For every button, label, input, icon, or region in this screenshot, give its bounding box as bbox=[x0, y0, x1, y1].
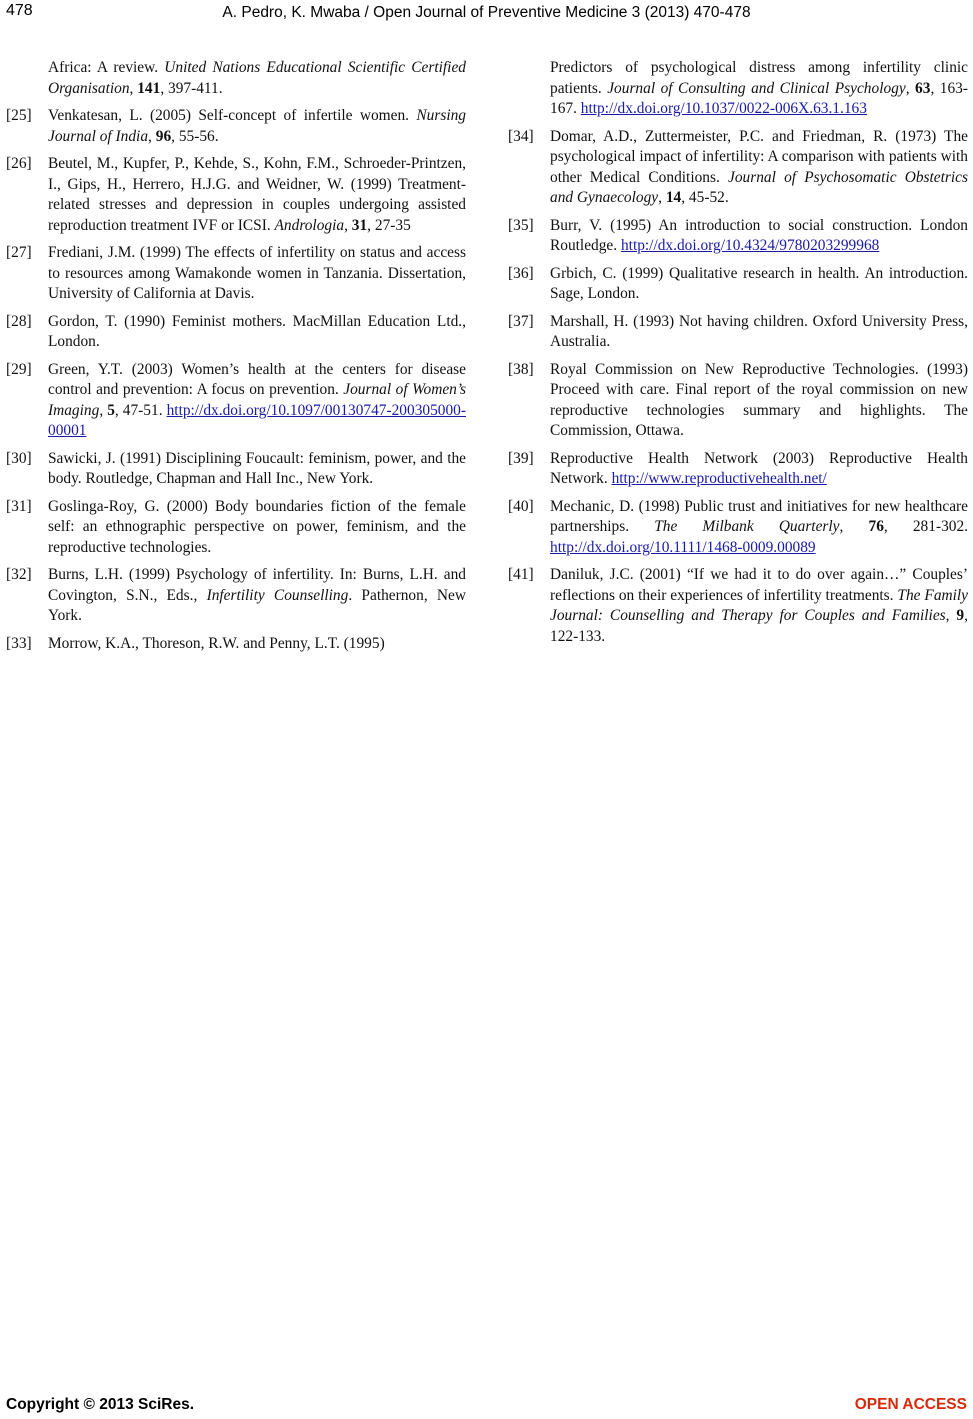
reference-number: [35] bbox=[508, 216, 534, 234]
reference-number: [30] bbox=[6, 449, 32, 467]
reference-number: [40] bbox=[508, 497, 534, 515]
reference-separator: , bbox=[129, 79, 138, 97]
reference-entry bbox=[6, 565, 466, 627]
reference-number: [31] bbox=[6, 497, 32, 515]
reference-text: Grbich, C. (1999) Qualitative research in health. An introduction. Sage, London. bbox=[550, 264, 968, 302]
reference-entry bbox=[508, 497, 968, 559]
reference-separator: , bbox=[905, 79, 916, 97]
reference-text: Frediani, J.M. (1999) The effects of infertility on status and access to resources among Wamakonde women in Tanzania. Dissertation, University of California at Davis. bbox=[48, 244, 466, 302]
reference-text: Morrow, K.A., Thoreson, R.W. and Penny, L.T. (1995) bbox=[48, 634, 385, 652]
reference-separator: , bbox=[658, 189, 666, 206]
reference-number: [33] bbox=[6, 634, 32, 652]
reference-text: Mechanic, D. (1998) Public trust and initiatives for new healthcare partnerships. bbox=[550, 497, 968, 535]
reference-pages: , 27-35 bbox=[367, 216, 411, 234]
reference-entry bbox=[6, 449, 466, 490]
reference-volume: 141 bbox=[137, 79, 161, 97]
references-right-column bbox=[508, 58, 968, 654]
reference-journal: Journal of Women’s Imaging bbox=[48, 381, 466, 419]
reference-entry bbox=[6, 312, 466, 353]
reference-text: Burns, L.H. (1999) Psychology of infertility. In: Burns, L.H. and Covington, S.N., Eds., bbox=[48, 566, 466, 604]
reference-doi-link[interactable]: http://dx.doi.org/10.4324/9780203299968 bbox=[620, 237, 880, 254]
reference-separator: , bbox=[344, 216, 352, 234]
reference-journal: Nursing Journal of India bbox=[48, 107, 466, 145]
reference-entry bbox=[508, 312, 968, 353]
reference-journal: Journal of Psychosomatic Obstetrics and Gynaecology bbox=[550, 168, 969, 206]
reference-pages: , 397-411. bbox=[160, 79, 223, 97]
reference-doi-link[interactable]: http://dx.doi.org/10.1111/1468-0009.00089 bbox=[550, 538, 816, 556]
reference-volume: 14 bbox=[665, 189, 682, 206]
reference-pages: Pathernon, New York. bbox=[48, 586, 466, 624]
reference-entry bbox=[6, 106, 466, 147]
reference-volume: 5 bbox=[107, 401, 115, 419]
references-left-column bbox=[6, 58, 466, 661]
reference-text: Royal Commission on New Reproductive Technologies. (1993) Proceed with care. Final report of the royal commission on new reproductive technologies summary and highlights. The Commission, Ottawa. bbox=[550, 360, 968, 439]
reference-text: Venkatesan, L. (2005) Self-concept of infertile women. bbox=[48, 107, 417, 124]
reference-journal: Andrologia bbox=[274, 216, 345, 234]
reference-entry bbox=[6, 243, 466, 305]
reference-text: Sawicki, J. (1991) Disciplining Foucault: feminism, power, and the body. Routledge, Chapman and Hall Inc., New York. bbox=[48, 449, 466, 487]
reference-pages: , 281-302. bbox=[883, 518, 969, 535]
reference-journal: The Milbank Quarterly bbox=[654, 518, 840, 535]
reference-number: [27] bbox=[6, 244, 32, 261]
reference-number: [38] bbox=[508, 360, 534, 378]
reference-number: [37] bbox=[508, 312, 534, 330]
reference-doi-link[interactable]: http://www.reproductivehealth.net/ bbox=[611, 470, 827, 487]
reference-number: [28] bbox=[6, 312, 32, 330]
reference-text: Goslinga-Roy, G. (2000) Body boundaries fiction of the female self: an ethnographic perspective on power, feminism, and the reproductive technologies. bbox=[48, 497, 466, 556]
reference-doi-link[interactable]: http://dx.doi.org/10.1037/0022-006X.63.1.163 bbox=[580, 100, 867, 117]
reference-text: Marshall, H. (1993) Not having children. Oxford University Press, Australia. bbox=[550, 312, 968, 350]
reference-number: [26] bbox=[6, 155, 32, 172]
reference-journal: Infertility Counselling bbox=[206, 586, 349, 604]
reference-number: [41] bbox=[508, 566, 534, 583]
reference-pages: , 45-52. bbox=[681, 189, 729, 206]
reference-entry bbox=[508, 360, 968, 442]
reference-text: Reproductive Health Network (2003) Reproductive Health Network. bbox=[550, 449, 968, 487]
reference-entry bbox=[6, 497, 466, 559]
reference-entry bbox=[508, 216, 968, 257]
reference-volume: 31 bbox=[351, 216, 368, 234]
reference-pages: , 163-167. bbox=[550, 79, 968, 117]
reference-volume: 96 bbox=[155, 127, 172, 145]
reference-text: Daniluk, J.C. (2001) “If we had it to do over again…” Couples’ reflections on their experiences of infertility treatments. bbox=[550, 566, 968, 604]
reference-entry bbox=[508, 264, 968, 305]
reference-volume: 9 bbox=[956, 607, 965, 624]
reference-entry bbox=[508, 449, 968, 490]
reference-number: [25] bbox=[6, 107, 32, 124]
reference-journal: Journal of Consulting and Clinical Psychology bbox=[607, 79, 906, 97]
running-head: A. Pedro, K. Mwaba / Open Journal of Preventive Medicine 3 (2013) 470-478 bbox=[222, 4, 751, 21]
reference-pages: , 47-51. bbox=[114, 401, 167, 419]
reference-volume: 63 bbox=[915, 79, 931, 97]
reference-entry bbox=[6, 634, 466, 655]
reference-separator: , bbox=[839, 518, 869, 535]
copyright-notice: Copyright © 2013 SciRes. bbox=[6, 1396, 195, 1413]
reference-text: Domar, A.D., Zuttermeister, P.C. and Friedman, R. (1973) The psychological impact of infertility: A comparison with patients with other Medical Conditions. bbox=[550, 127, 968, 186]
reference-number: [34] bbox=[508, 127, 534, 145]
reference-text: Green, Y.T. (2003) Women’s health at the centers for disease control and prevention: A focus on prevention. bbox=[48, 360, 466, 398]
reference-text: Burr, V. (1995) An introduction to social construction. London Routledge. bbox=[550, 216, 968, 254]
reference-text: Predictors of psychological distress among infertility clinic patients. bbox=[550, 59, 968, 97]
reference-number: [36] bbox=[508, 264, 534, 282]
open-access-label: OPEN ACCESS bbox=[854, 1396, 967, 1413]
page-number: 478 bbox=[6, 2, 33, 19]
reference-journal: United Nations Educational Scientific Certified Organisation bbox=[48, 59, 466, 97]
reference-number: [32] bbox=[6, 566, 32, 583]
reference-separator: , bbox=[945, 607, 957, 624]
reference-entry bbox=[6, 360, 466, 442]
reference-entry bbox=[508, 127, 968, 209]
reference-volume: 76 bbox=[868, 518, 884, 535]
reference-entry bbox=[6, 58, 466, 99]
reference-journal: The Family Journal: Counselling and Therapy for Couples and Families bbox=[550, 586, 969, 624]
reference-text: Africa: A review. bbox=[48, 59, 165, 76]
reference-entry bbox=[508, 58, 968, 120]
reference-pages: , 55-56. bbox=[171, 127, 219, 145]
reference-separator: . bbox=[348, 586, 362, 604]
reference-number: [29] bbox=[6, 360, 32, 378]
reference-pages: , 122-133. bbox=[550, 607, 968, 645]
reference-text: Beutel, M., Kupfer, P., Kehde, S., Kohn, F.M., Schroeder-Printzen, I., Gips, H., Herrero, H.J.G. and Weidner, W. (1999) Treatment-related stresses and depression in couples undergoing assisted reproduction treatment IVF or ICSI. bbox=[48, 155, 466, 234]
reference-number: [39] bbox=[508, 449, 534, 467]
reference-entry bbox=[6, 154, 466, 236]
reference-text: Gordon, T. (1990) Feminist mothers. MacMillan Education Ltd., London. bbox=[48, 312, 466, 350]
reference-separator: , bbox=[148, 127, 156, 145]
reference-entry bbox=[508, 565, 968, 647]
reference-doi-link[interactable]: http://dx.doi.org/10.1097/00130747-200305000-00001 bbox=[48, 401, 466, 439]
reference-separator: , bbox=[99, 401, 108, 419]
